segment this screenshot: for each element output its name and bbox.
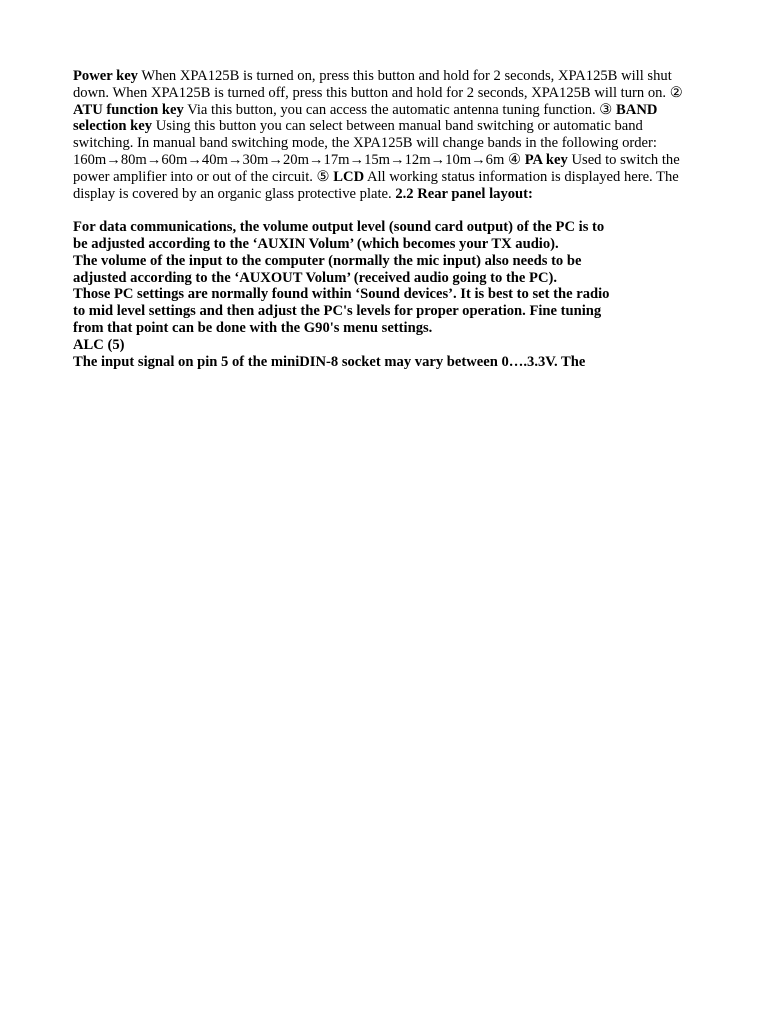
data-comm-line-5: Those PC settings are normally found within ‘Sound devices’. It is best to set the radio bbox=[73, 286, 610, 303]
pa-key-text: Used to switch the power amplifier into or out of the circuit. ⑤ bbox=[73, 151, 680, 185]
data-comm-line-1: For data communications, the volume output level (sound card output) of the PC is to bbox=[73, 219, 605, 236]
data-comm-line-6: to mid level settings and then adjust the PC's levels for proper operation. Fine tuning bbox=[73, 303, 602, 320]
pa-key-label: PA key bbox=[524, 151, 568, 168]
data-communications-section bbox=[73, 219, 653, 370]
band-key-label: BAND selection key bbox=[73, 101, 658, 135]
data-comm-line-3: The volume of the input to the computer (normally the mic input) also needs to be bbox=[73, 252, 582, 269]
lcd-label: LCD bbox=[333, 168, 365, 185]
data-comm-line-7: from that point can be done with the G90's menu settings. bbox=[73, 319, 433, 336]
alc-heading: ALC (5) bbox=[73, 336, 125, 353]
atu-key-text: Via this button, you can access the automatic antenna tuning function. ③ bbox=[183, 101, 617, 118]
power-key-label: Power key bbox=[73, 68, 138, 84]
document-page bbox=[73, 68, 695, 370]
data-comm-line-2: be adjusted according to the ‘AUXIN Volum’ (which becomes your TX audio). bbox=[73, 235, 559, 252]
data-comm-line-4: adjusted according to the ‘AUXOUT Volum’ (received audio going to the PC). bbox=[73, 269, 558, 286]
power-key-text: When XPA125B is turned on, press this button and hold for 2 seconds, XPA125B will shut down. When XPA125B is turned off, press this button and hold for 2 seconds, XPA125B will turn on. ② bbox=[73, 68, 683, 101]
atu-key-label: ATU function key bbox=[73, 101, 184, 118]
rear-panel-heading: 2.2 Rear panel layout: bbox=[395, 185, 533, 202]
lcd-text: All working status information is displayed here. The display is covered by an organic glass protective plate. bbox=[73, 168, 679, 202]
data-comm-line-9: The input signal on pin 5 of the miniDIN-8 socket may vary between 0….3.3V. The bbox=[73, 353, 586, 370]
band-key-text: Using this button you can select between manual band switching or automatic band switching. In manual band switching mode, the XPA125B will change bands in the following order: 160m→80m→60m→40m→30m→20m→17m→15m→12m→10m→6m ④ bbox=[73, 118, 657, 168]
front-panel-description bbox=[73, 68, 695, 202]
